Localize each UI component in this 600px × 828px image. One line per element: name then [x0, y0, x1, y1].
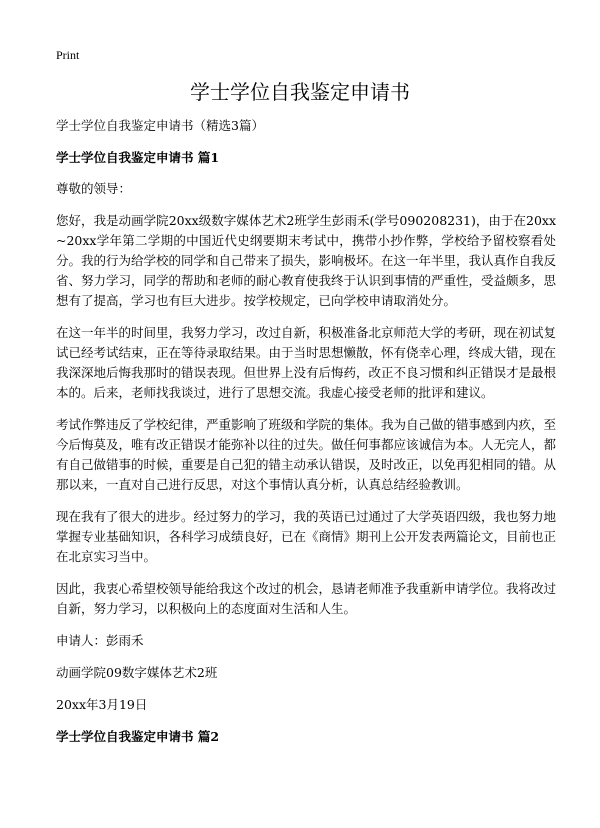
- body-paragraph-5: 因此，我衷心希望校领导能给我这个改过的机会，恳请老师准予我重新申请学位。我将改过自新，努力学习，以积极向上的态度面对生活和人生。: [56, 581, 557, 616]
- document-body: [56, 116, 556, 758]
- date-line: 20xx年3月19日: [56, 697, 148, 712]
- section-heading-2: 学士学位自我鉴定申请书 篇2: [56, 729, 220, 744]
- applicant-line: 申请人：彭雨禾: [56, 633, 144, 648]
- document-subtitle: 学士学位自我鉴定申请书（精选3篇）: [56, 118, 264, 133]
- class-line: 动画学院09数字媒体艺术2班: [56, 665, 218, 680]
- body-paragraph-3: 考试作弊违反了学校纪律，严重影响了班级和学院的集体。我为自己做的错事感到内疚，至今后悔莫及，唯有改正错误才能弥补以往的过失。做任何事都应该诚信为本。人无完人，都有自己做错事的时候，重要是自己犯的错主动承认错误，及时改正，以免再犯相同的错。从那以来，一直对自己进行反思，对这个事情认真分析，认真总结经验教训。: [56, 417, 557, 492]
- body-paragraph-1: 您好，我是动画学院20xx级数字媒体艺术2班学生彭雨禾(学号090208231)，由于在20xx~20xx学年第二学期的中国近代史纲要期末考试中，携带小抄作弊，学校给予留校察看处分。我的行为给学校的同学和自己带来了损失，影响极坏。在这一年半里，我认真作自我反省、努力学习，同学的帮助和老师的耐心教育使我终于认识到事情的严重性，受益颇多，思想有了提高，学习也有巨大进步。按学校规定，已向学校申请取消处分。: [56, 213, 557, 308]
- body-paragraph-4: 现在我有了很大的进步。经过努力的学习，我的英语已过通过了大学英语四级，我也努力地掌握专业基础知识，各科学习成绩良好，已在《商情》期刊上公开发表两篇论文，目前也正在北京实习当中。: [56, 509, 557, 564]
- body-paragraph-2: 在这一年半的时间里，我努力学习，改过自新，积极准备北京师范大学的考研，现在初试复试已经考试结束，正在等待录取结果。由于当时思想懒散，怀有侥幸心理，终成大错，现在我深深地后悔我那时的错误表现。但世界上没有后悔药，改正不良习惯和纠正错误才是最根本的。后来，老师找我谈过，进行了思想交流。我虚心接受老师的批评和建议。: [56, 325, 557, 400]
- print-label: Print: [56, 48, 80, 62]
- section-heading-1: 学士学位自我鉴定申请书 篇1: [56, 150, 220, 165]
- salutation: 尊敬的领导：: [56, 181, 132, 196]
- document-title: 学士学位自我鉴定申请书: [190, 80, 410, 104]
